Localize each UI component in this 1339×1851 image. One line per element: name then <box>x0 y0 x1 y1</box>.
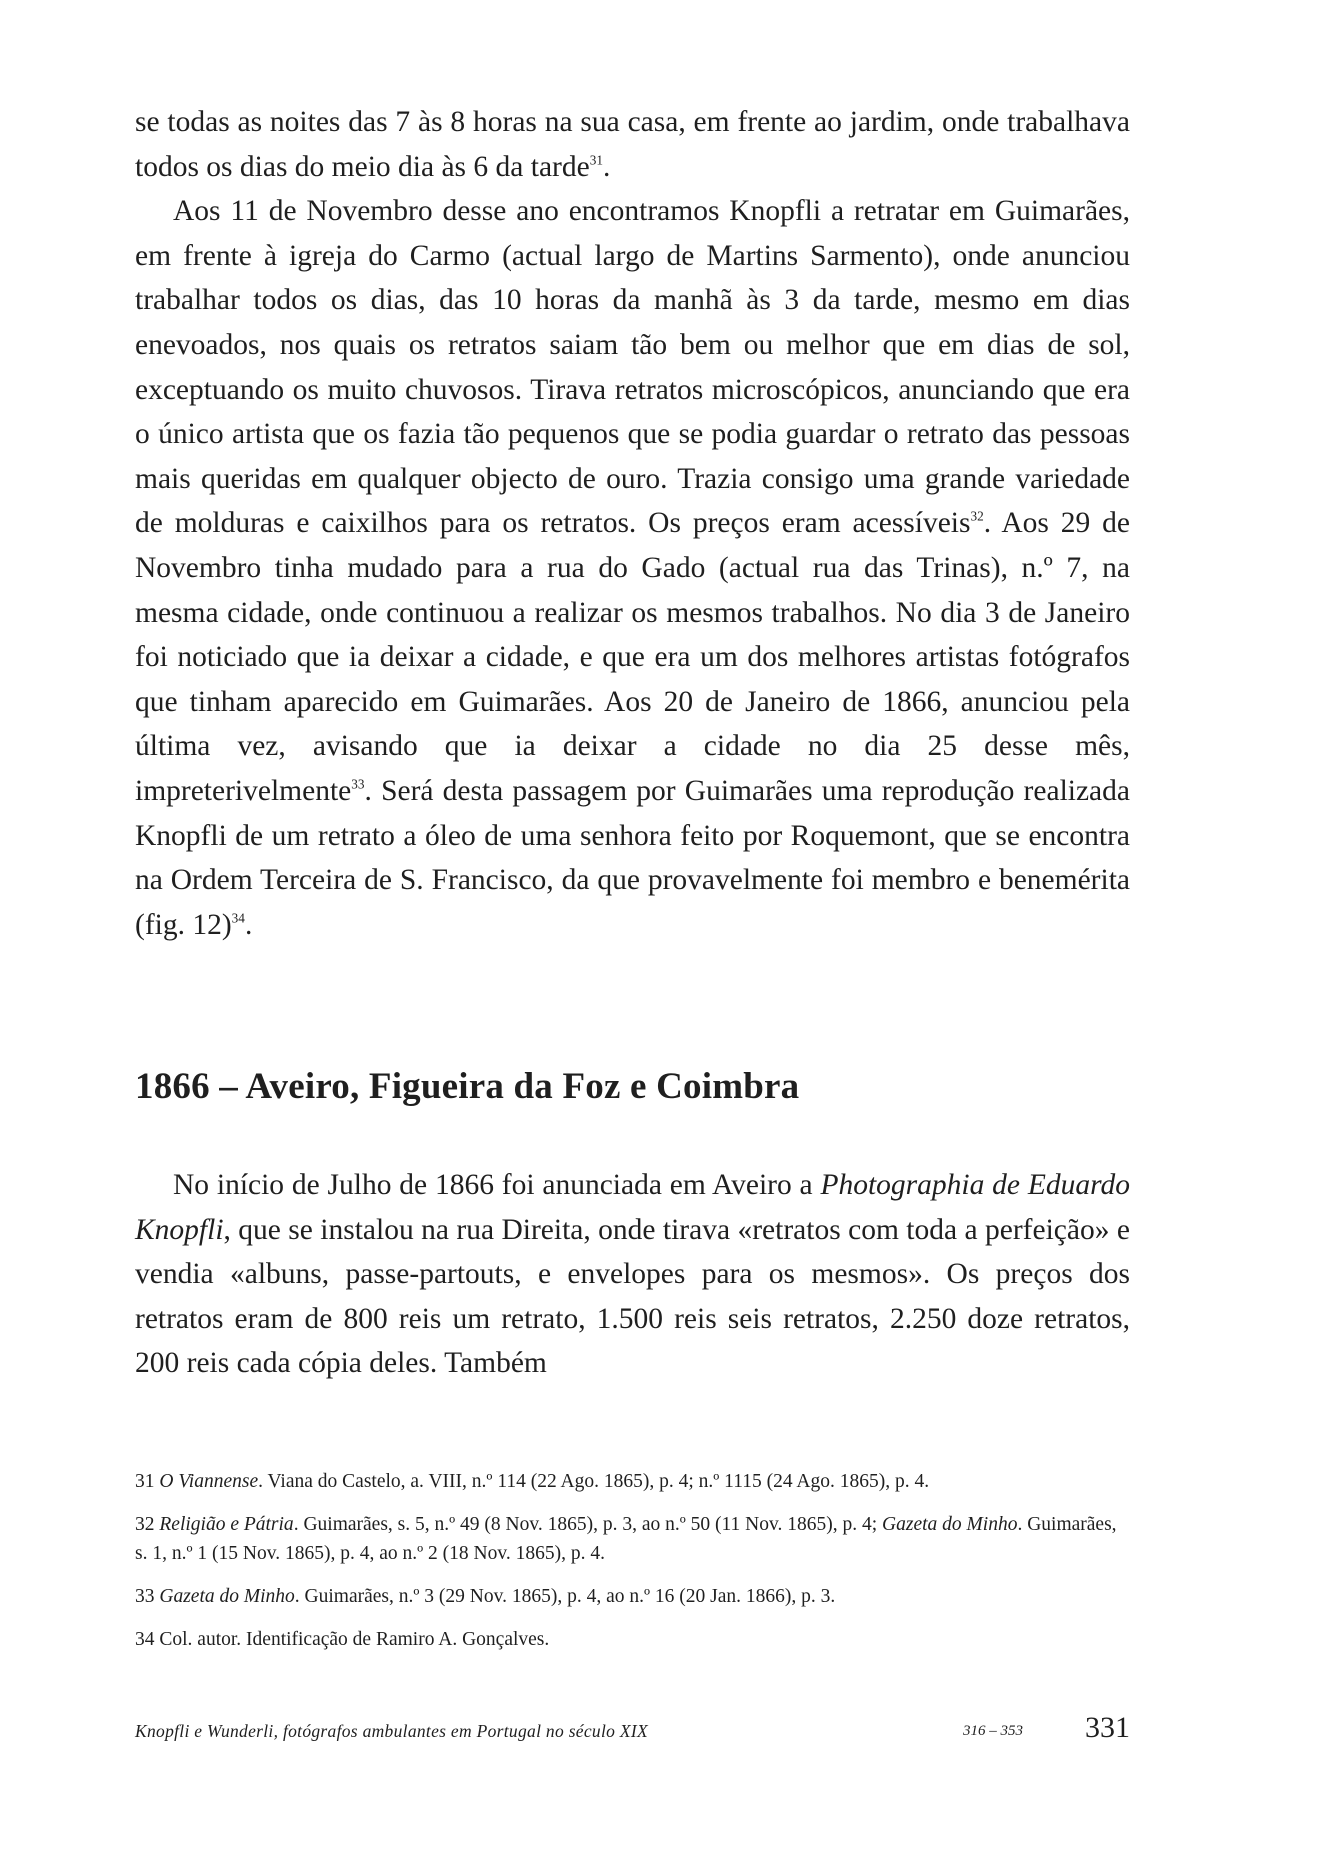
footnote-32: 32 Religião e Pátria. Guimarães, s. 5, n.º 49 (8 Nov. 1865), p. 3, ao n.º 50 (11 Nov. 1865), p. 4; Gazeta do Minho. Guimarães, s. 1, n.º 1 (15 Nov. 1865), p. 4, ao n.º 2 (18 Nov. 1865), p. 4. <box>135 1514 1117 1564</box>
page-range: 316 – 353 <box>963 1723 1023 1739</box>
running-title: Knopfli e Wunderli, fotógrafos ambulantes em Portugal no século XIX <box>135 1721 648 1741</box>
page-number: 331 <box>1085 1711 1130 1744</box>
footnotes <box>135 1467 1130 1668</box>
body-text-bottom <box>135 1163 1130 1386</box>
footnote-ref-31[interactable]: 31 <box>589 152 603 168</box>
footnote-ref-33[interactable]: 33 <box>351 776 365 792</box>
paragraph-guimaraes: Aos 11 de Novembro desse ano encontramos Knopfli a retratar em Guimarães, em frente à igreja do Carmo (actual largo de Martins Sarmento), onde anunciou trabalhar todos os dias, das 10 horas da manhã às 3 da tarde, mesmo em dias enevoados, nos quais os retratos saiam tão bem ou melhor que em dias de sol, exceptuando os muito chuvosos. Tirava retratos microscópicos, anunciando que era o único artista que os fazia tão pequenos que se podia guardar o retrato das pessoas mais queridas em qualquer objecto de ouro. Trazia consigo uma grande variedade de molduras e caixilhos para os retratos. Os preços eram acessíveis$^{32}$. Aos 29 de Novembro tinha mudado para a rua do Gado (actual rua das Trinas), n.º 7, na mesma cidade, onde continuou a realizar os mesmos trabalhos. No dia 3 de Janeiro foi noticiado que ia deixar a cidade, e que era um dos melhores artistas fotógrafos que tinham aparecido em Guimarães. Aos 20 de Janeiro de 1866, anunciou pela última vez, avisando que ia deixar a cidade no dia 25 desse mês, impreterivelmente$^{33}$. Será desta passagem por Guimarães uma reprodução realizada Knopfli de um retrato a óleo de uma senhora feito por Roquemont, que se encontra na Ordem Terceira de S. Francisco, da que provavelmente foi membro e benemérita (fig. 12)$^{34}$. <box>135 195 1130 941</box>
footnote-34: 34 Col. autor. Identificação de Ramiro A. Gonçalves. <box>135 1629 550 1650</box>
page-footer <box>135 1711 1130 1751</box>
section-heading: 1866 – Aveiro, Figueira da Foz e Coimbra <box>135 1066 800 1107</box>
footnote-31: 31 O Viannense. Viana do Castelo, a. VIII, n.º 114 (22 Ago. 1865), p. 4; n.º 1115 (24 Ago. 1865), p. 4. <box>135 1471 930 1492</box>
paragraph-continuation: se todas as noites das 7 às 8 horas na sua casa, em frente ao jardim, onde trabalhava todos os dias do meio dia às 6 da tarde$^{31}$. <box>135 106 1130 183</box>
footnote-ref-32[interactable]: 32 <box>970 509 984 525</box>
publication-title: Photographia de Eduardo Knopfli <box>135 1169 1130 1246</box>
paragraph-aveiro: No início de Julho de 1866 foi anunciada em Aveiro a Photographia de Eduardo Knopfli, que se instalou na rua Direita, onde tirava «retratos com toda a perfeição» e vendia «albuns, passe-partouts, e envelopes para os mesmos». Os preços dos retratos eram de 800 reis um retrato, 1.500 reis seis retratos, 2.250 doze retratos, 200 reis cada cópia deles. Também <box>135 1169 1130 1380</box>
body-text-top <box>135 100 1130 947</box>
footnote-ref-34[interactable]: 34 <box>231 910 245 926</box>
footnote-33: 33 Gazeta do Minho. Guimarães, n.º 3 (29 Nov. 1865), p. 4, ao n.º 16 (20 Jan. 1866), p. 3. <box>135 1586 836 1607</box>
